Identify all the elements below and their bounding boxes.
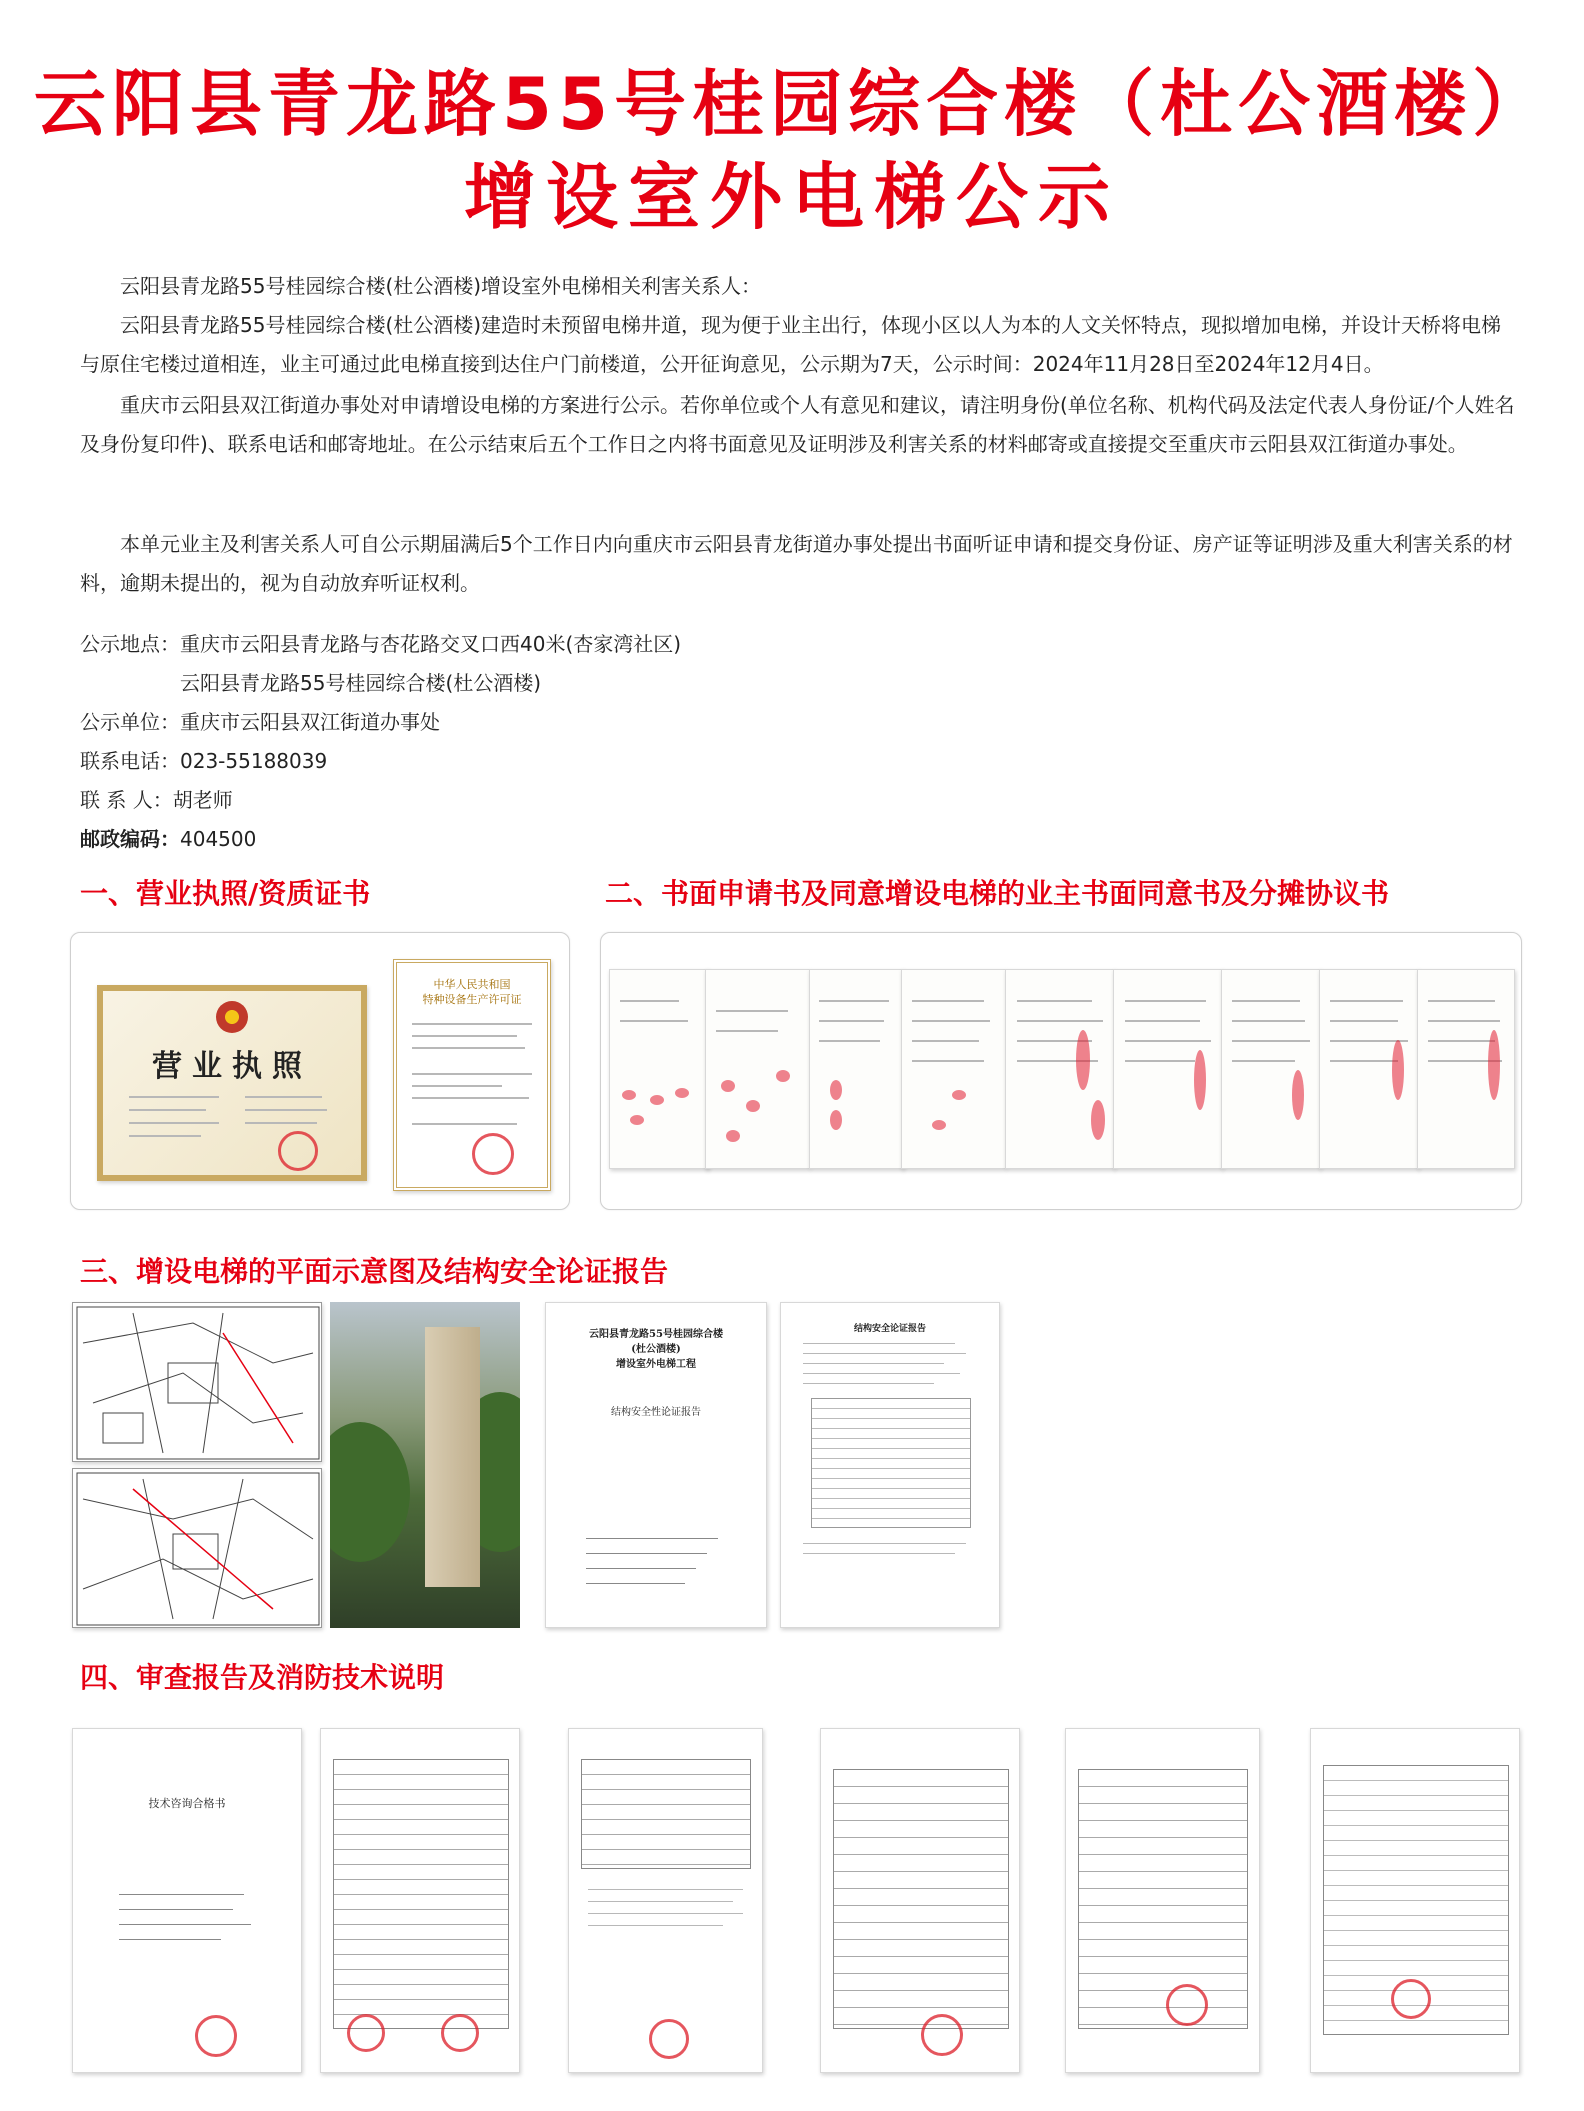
info-postcode: 404500 bbox=[180, 827, 257, 851]
body-paragraph-addressee: 云阳县青龙路55号桂园综合楼(杜公酒楼)增设室外电梯相关利害关系人： bbox=[120, 274, 762, 298]
report-table bbox=[811, 1398, 971, 1528]
application-doc-7 bbox=[1221, 969, 1321, 1169]
body-paragraph-objection: 重庆市云阳县双江街道办事处对申请增设电梯的方案进行公示。若你单位或个人有意见和建议，请注明身份(单位名称、机构代码及法定代表人身份证/个人姓名及身份复印件)、联系电话和邮寄地址。在公示结束后五个工作日之内将书面意见及证明涉及利害关系的材料邮寄或直接提交至重庆市云阳县双江街道办事处。 bbox=[80, 393, 1515, 456]
info-postcode-label: 邮政编码： bbox=[80, 827, 180, 851]
review-report-page-5 bbox=[1310, 1728, 1520, 2073]
info-contact-label: 联 系 人： bbox=[80, 788, 173, 812]
review-report-page-4 bbox=[1065, 1728, 1260, 2073]
elevator-rendering-photo bbox=[330, 1302, 520, 1628]
business-license-image bbox=[97, 985, 367, 1181]
elevator-permit-title: 中华人民共和国 特种设备生产许可证 bbox=[422, 978, 522, 1006]
application-doc-8 bbox=[1319, 969, 1419, 1169]
national-emblem-icon bbox=[216, 1001, 248, 1033]
application-doc-9 bbox=[1417, 969, 1515, 1169]
tech-cert-title: 技术咨询合格书 bbox=[148, 1797, 226, 1810]
elevator-permit-image bbox=[393, 959, 551, 1191]
application-doc-1 bbox=[609, 969, 709, 1169]
info-location-row bbox=[80, 629, 681, 659]
review-report-page-1 bbox=[320, 1728, 520, 2073]
business-license-title: 营业执照 bbox=[152, 1049, 312, 1084]
license-image-frame bbox=[70, 932, 570, 1210]
section-heading-applications: 二、书面申请书及同意增设电梯的业主书面同意书及分摊协议书 bbox=[605, 877, 1390, 910]
page-title-line1: 云阳县青龙路55号桂园综合楼（杜公酒楼） bbox=[33, 62, 1551, 146]
body-paragraph-hearing: 本单元业主及利害关系人可自公示期届满后5个工作日内向重庆市云阳县青龙街道办事处提出书面听证申请和提交身份证、房产证等证明涉及重大利害关系的材料，逾期未提出的，视为自动放弃听证权利。 bbox=[80, 532, 1513, 595]
body-paragraph-background: 云阳县青龙路55号桂园综合楼(杜公酒楼)建造时未预留电梯井道，现为便于业主出行，体现小区以人为本的人文关怀特点，现拟增加电梯，并设计天桥将电梯与原住宅楼过道相连，业主可通过此电梯直接到达住户门前楼道，公开征询意见，公示期为7天，公示时间：2024年11月28日至2024年12月4日。 bbox=[80, 313, 1502, 376]
application-doc-4 bbox=[901, 969, 1006, 1169]
site-plan-image-2 bbox=[72, 1468, 322, 1628]
tech-cert-page bbox=[72, 1728, 302, 2073]
info-phone-row bbox=[80, 746, 327, 776]
structural-report-subtitle: 结构安全性论证报告 bbox=[611, 1407, 701, 1418]
application-doc-6 bbox=[1113, 969, 1223, 1169]
site-plan-image-1 bbox=[72, 1302, 322, 1462]
info-unit-label: 公示单位： bbox=[80, 710, 180, 734]
section-heading-license: 一、营业执照/资质证书 bbox=[80, 877, 371, 910]
section-heading-review: 四、审查报告及消防技术说明 bbox=[80, 1661, 445, 1694]
application-doc-5 bbox=[1005, 969, 1115, 1169]
info-phone-label: 联系电话： bbox=[80, 749, 180, 773]
applications-image-frame bbox=[600, 932, 1522, 1210]
info-location-1: 重庆市云阳县青龙路与杏花路交叉口西40米(杏家湾社区) bbox=[180, 632, 682, 656]
structural-safety-report-page bbox=[780, 1302, 1000, 1628]
review-report-page-3 bbox=[820, 1728, 1020, 2073]
section-heading-plans: 三、增设电梯的平面示意图及结构安全论证报告 bbox=[80, 1255, 669, 1288]
info-contact: 胡老师 bbox=[172, 788, 233, 812]
review-report-page-2 bbox=[568, 1728, 763, 2073]
structural-report-cover bbox=[545, 1302, 767, 1628]
info-location-label: 公示地点： bbox=[80, 632, 180, 656]
info-location-row-2 bbox=[180, 668, 541, 698]
info-location-2: 云阳县青龙路55号桂园综合楼(杜公酒楼) bbox=[180, 671, 542, 695]
application-doc-2 bbox=[705, 969, 810, 1169]
info-contact-row bbox=[80, 785, 233, 815]
info-unit: 重庆市云阳县双江街道办事处 bbox=[180, 710, 440, 734]
elevator-shaft bbox=[425, 1327, 480, 1587]
info-phone: 023-55188039 bbox=[180, 749, 328, 773]
info-postcode-row bbox=[80, 824, 256, 854]
structural-report-title: 云阳县青龙路55号桂园综合楼 (杜公酒楼) 增设室外电梯工程 bbox=[589, 1329, 723, 1370]
application-doc-3 bbox=[809, 969, 904, 1169]
page-title-line2: 增设室外电梯公示 bbox=[463, 155, 1120, 239]
structural-safety-report-title: 结构安全论证报告 bbox=[853, 1324, 926, 1334]
info-unit-row bbox=[80, 707, 440, 737]
